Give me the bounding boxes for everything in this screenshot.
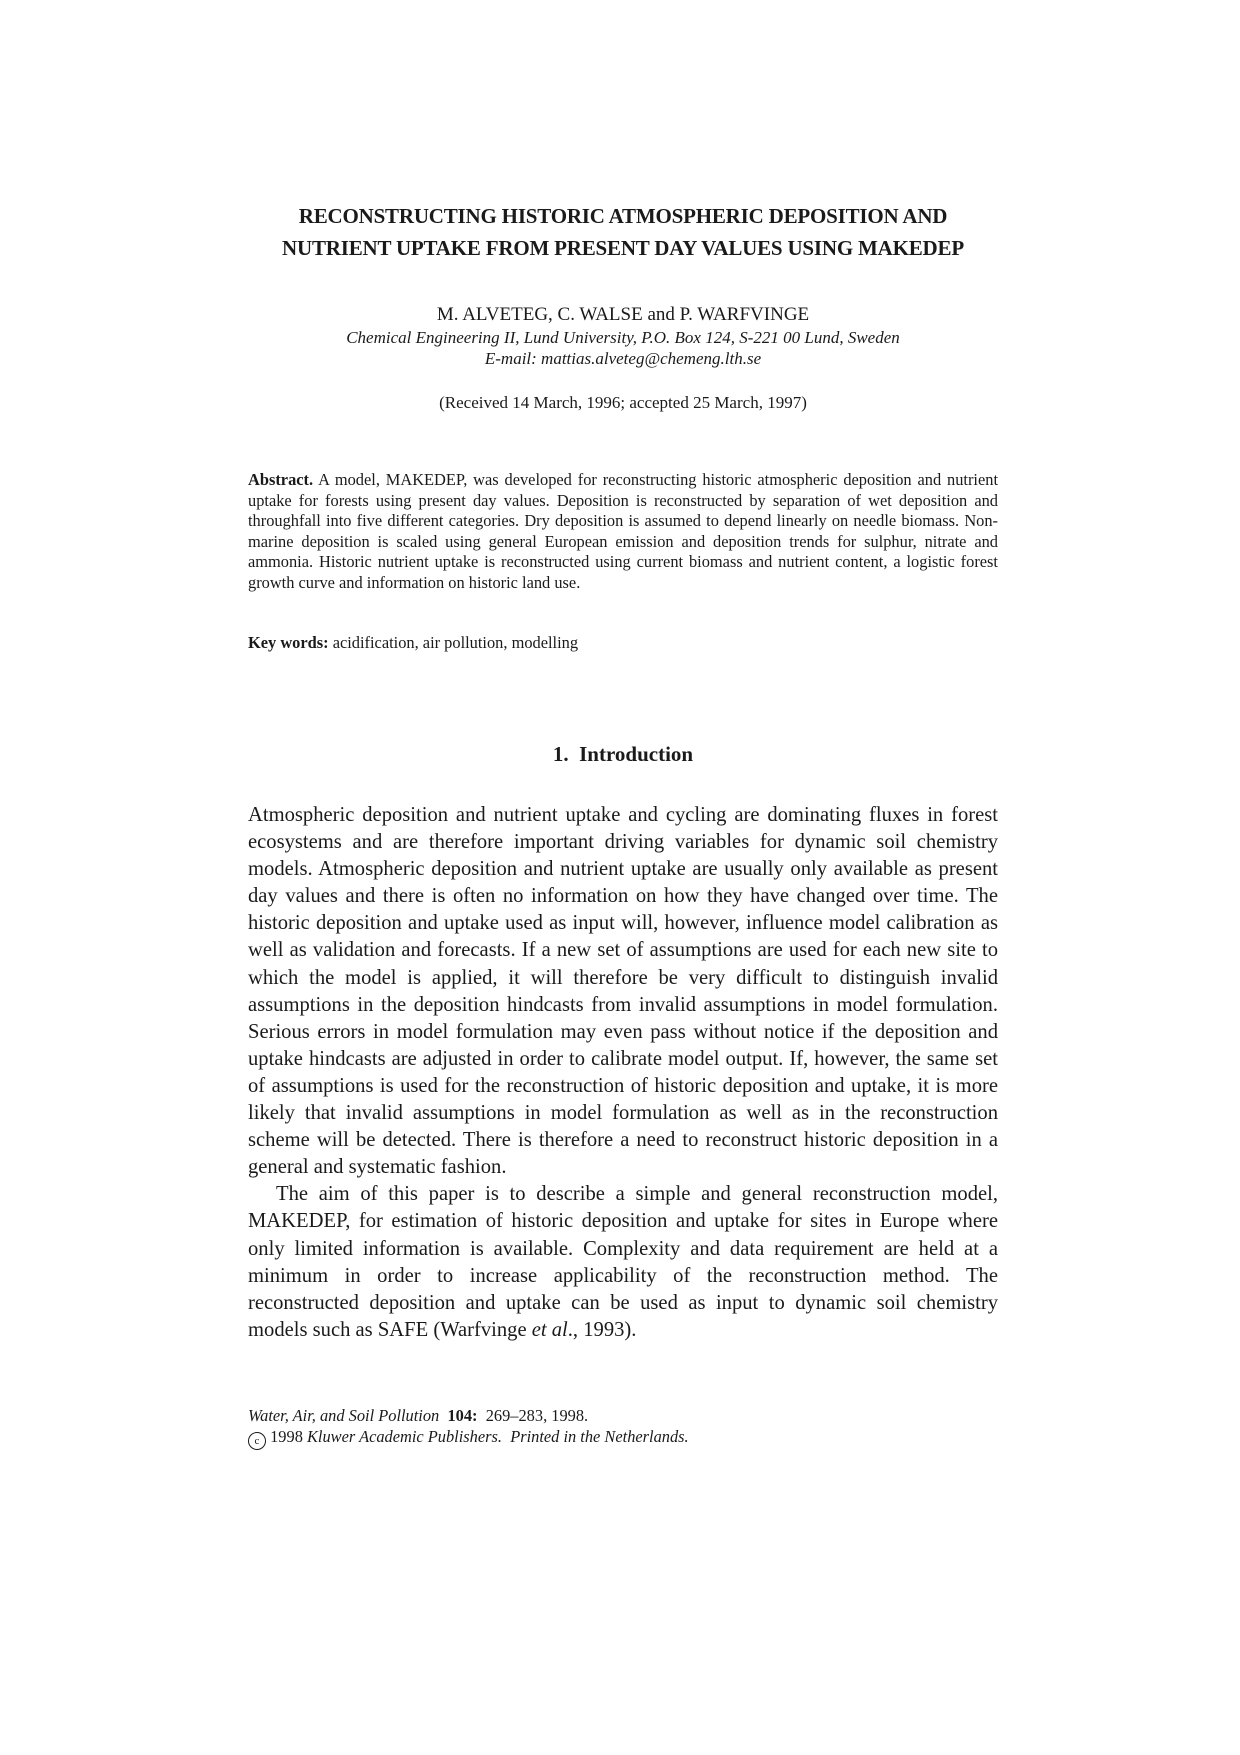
keywords-text: acidification, air pollution, modelling <box>332 633 579 652</box>
publication-footer <box>248 1405 998 1450</box>
keywords-label: Key words: <box>248 633 329 652</box>
paper-title-line-2: NUTRIENT UPTAKE FROM PRESENT DAY VALUES USING MAKEDEP <box>282 236 964 260</box>
journal-citation <box>248 1405 998 1426</box>
paragraph: Atmospheric deposition and nutrient uptake and cycling are dominating fluxes in forest ecosystems and are therefore important driving variables for dynamic soil chemistry models. Atmospheric deposition and nutrient uptake are usually only available as present day values and there is often no information on how they have changed over time. The historic deposition and uptake used as input will, however, influence model calibration as well as validation and forecasts. If a new set of assumptions are used for each new site to which the model is applied, it will therefore be very difficult to distinguish invalid assumptions in the deposition hindcasts from invalid assumptions in model formulation. Serious errors in model formulation may even pass without notice if the deposition and uptake hindcasts are adjusted in order to calibrate model output. If, however, the same set of assumptions is used for the reconstruction of historic deposition and uptake, it is more likely that invalid assumptions in model formulation as well as in the reconstruction scheme will be detected. There is therefore a need to reconstruct historic deposition in a general and systematic fashion. <box>248 804 998 1179</box>
paper-title-line-1: RECONSTRUCTING HISTORIC ATMOSPHERIC DEPOSITION AND <box>298 204 948 228</box>
paragraph <box>248 1181 998 1344</box>
journal-pages: 269–283, 1998. <box>485 1406 589 1425</box>
journal-name: Water, Air, and Soil Pollution <box>248 1406 440 1425</box>
journal-volume: 104: <box>447 1406 478 1425</box>
paragraph-text: The aim of this paper is to describe a simple and general reconstruction model, MAKEDEP, for estimation of historic deposition and uptake for sites in Europe where only limited information is available. Complexity and data requirement are held at a minimum in order to increase applicability of the reconstruction method. The reconstructed deposition and uptake can be used as input to dynamic soil chemistry models such as SAFE (Warfvinge <box>248 1183 998 1341</box>
section-number: 1. <box>552 742 569 766</box>
publisher-name: Kluwer Academic Publishers. <box>307 1427 502 1446</box>
abstract-text: A model, MAKEDEP, was developed for reconstructing historic atmospheric deposition and nutrient uptake for forests using present day values. Deposition is reconstructed by separation of wet deposition and throughfall into five different categories. Dry deposition is assumed to depend linearly on needle biomass. Non-marine deposition is scaled using general European emission and deposition trends for sulphur, nitrate and ammonia. Historic nutrient uptake is reconstructed using current biomass and nutrient content, a logistic forest growth curve and information on historic land use. <box>248 470 998 592</box>
copyright-year: 1998 <box>270 1427 303 1446</box>
et-al-italic: et al <box>531 1318 568 1341</box>
author-affiliation: Chemical Engineering II, Lund University, P.O. Box 124, S-221 00 Lund, Sweden <box>346 328 900 347</box>
abstract <box>248 470 998 594</box>
printed-location: Printed in the Netherlands. <box>510 1427 689 1446</box>
section-heading <box>248 741 998 767</box>
copyright-icon: c <box>248 1432 266 1450</box>
paragraph-text-end: ., 1993). <box>567 1318 637 1341</box>
copyright-line <box>248 1426 998 1450</box>
paper-title <box>248 200 998 264</box>
introduction-body <box>248 802 998 1344</box>
abstract-label: Abstract. <box>248 470 314 489</box>
section-title: Introduction <box>579 742 694 766</box>
author-email: E-mail: mattias.alveteg@chemeng.lth.se <box>484 349 762 368</box>
received-dates: (Received 14 March, 1996; accepted 25 March, 1997) <box>439 393 807 412</box>
author-list: M. ALVETEG, C. WALSE and P. WARFVINGE <box>436 304 810 325</box>
keywords <box>248 633 998 653</box>
